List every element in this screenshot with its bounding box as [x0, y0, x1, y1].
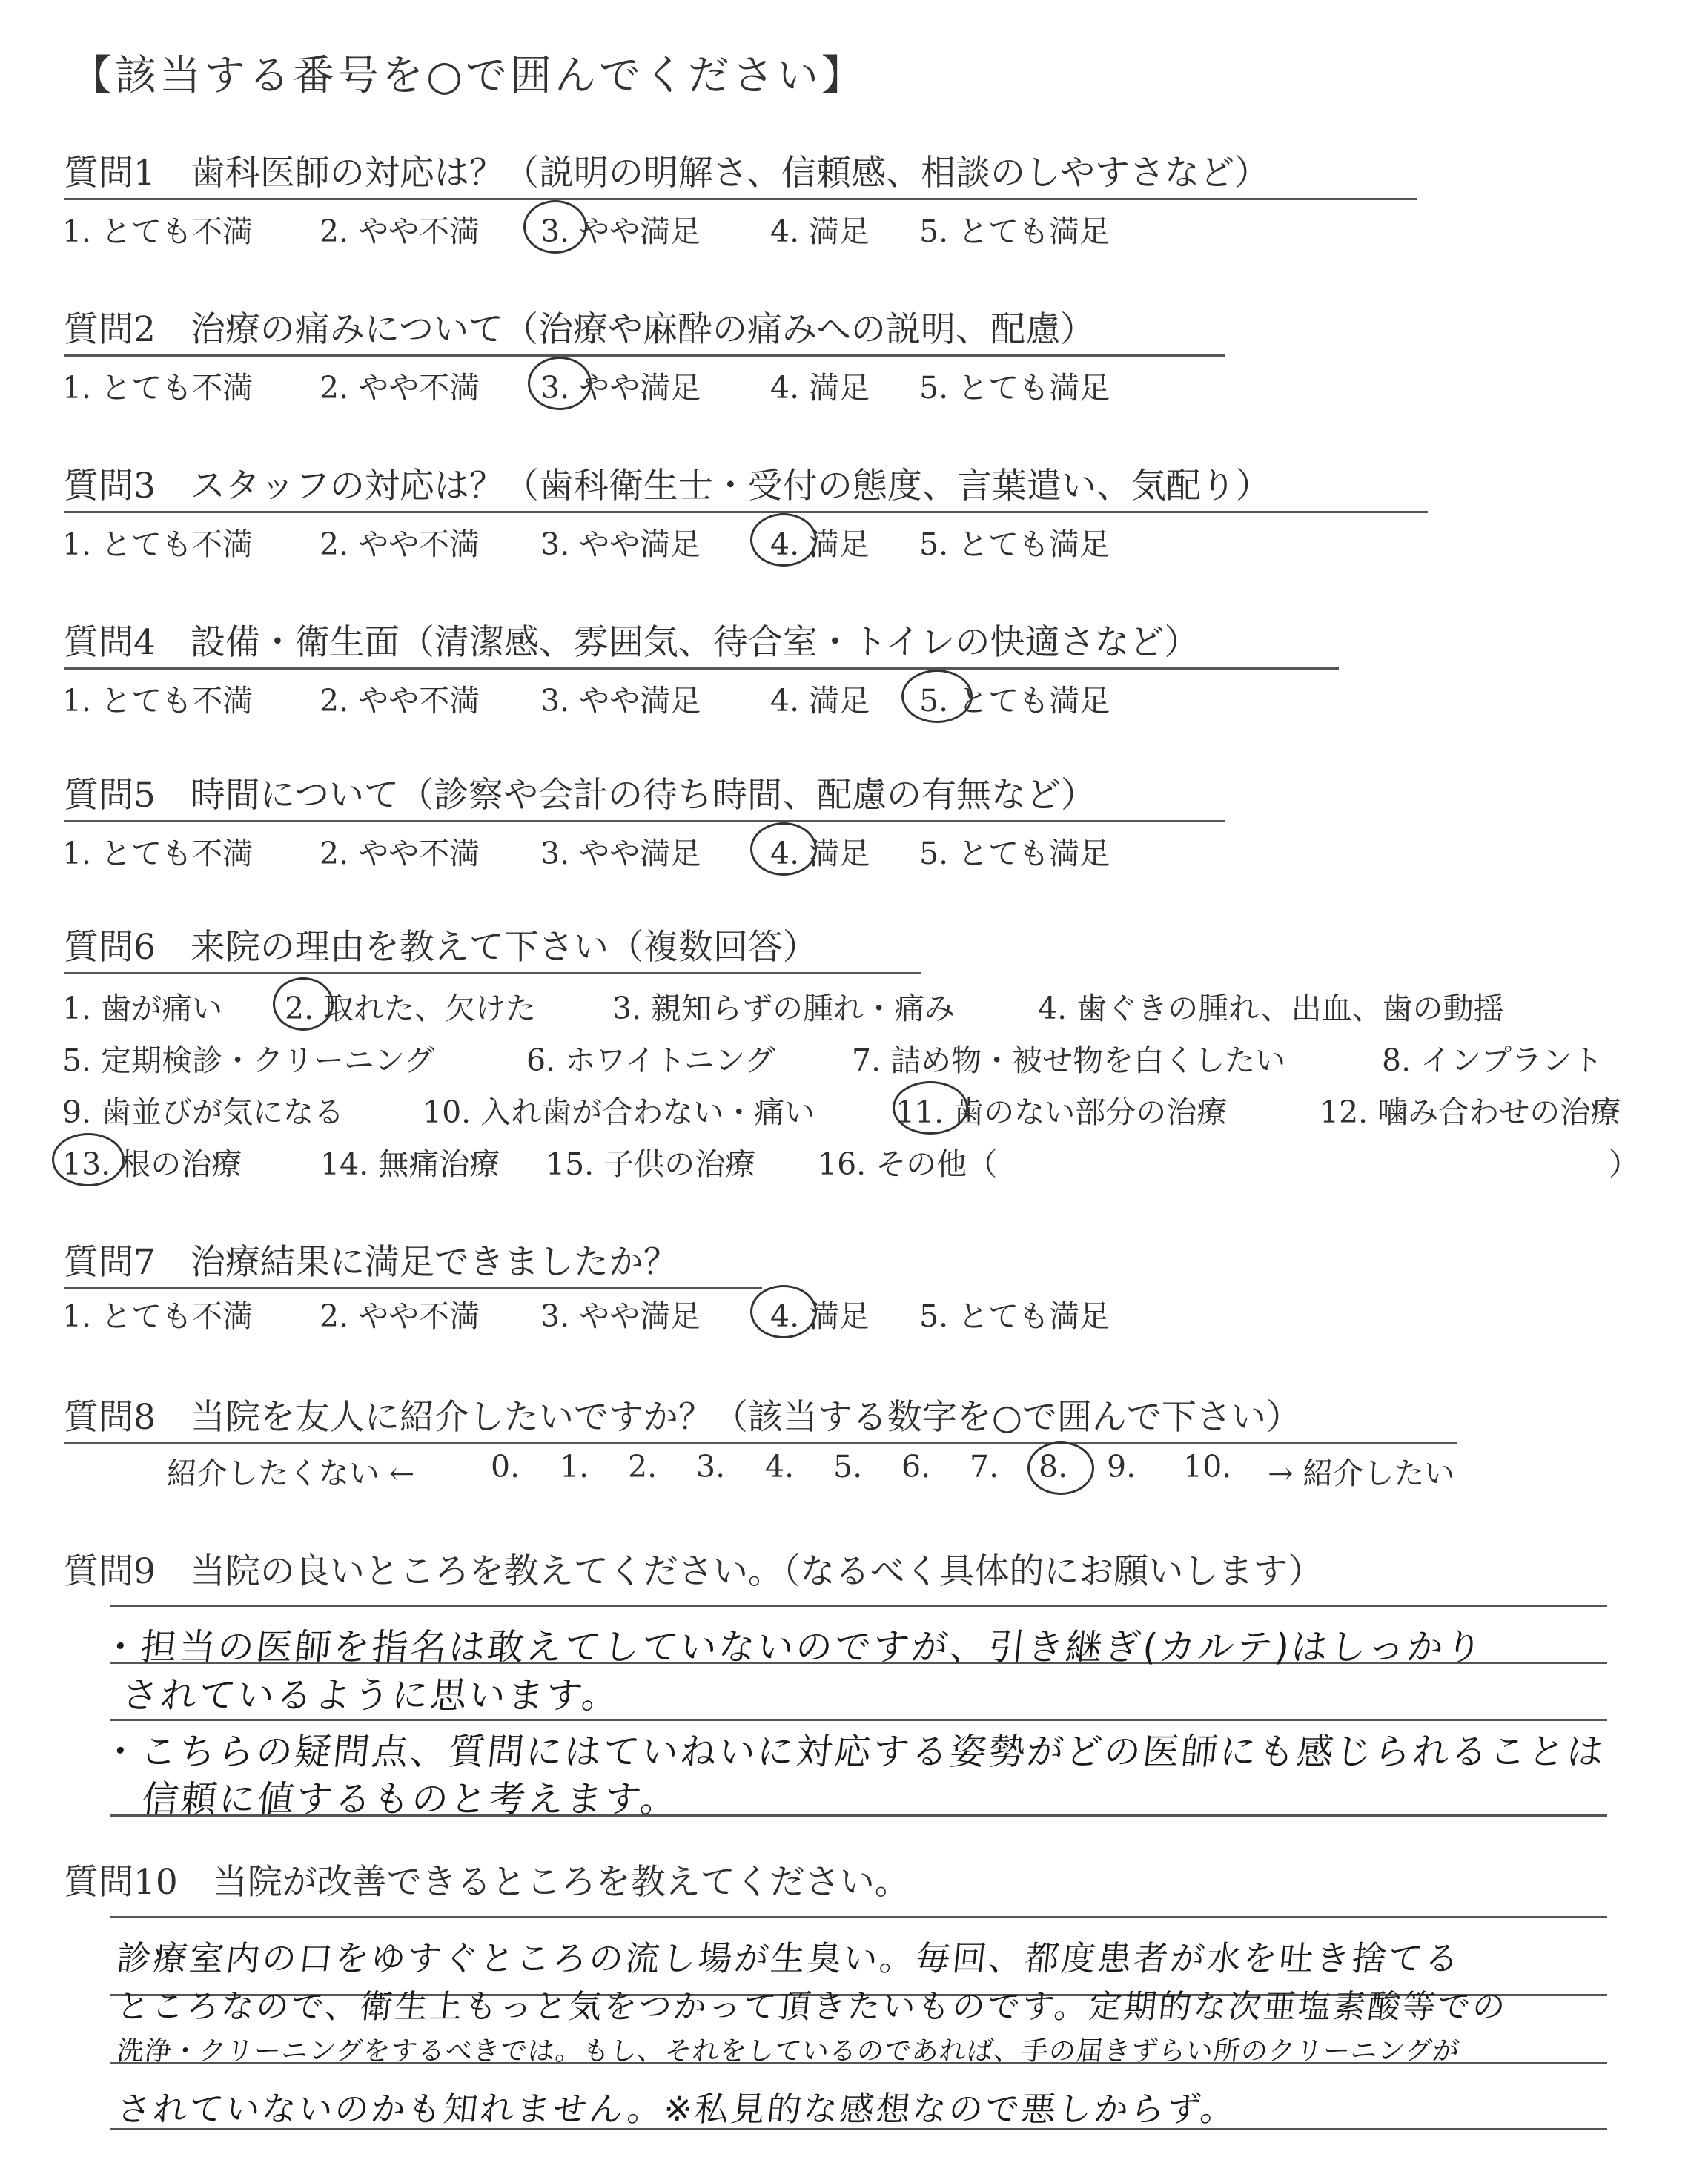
q8-scale-3[interactable]: 3. [696, 1449, 726, 1484]
q6-selection-circle-2 [273, 977, 334, 1031]
q6-selection-circle-11 [893, 1081, 968, 1135]
q4-selection-circle [901, 670, 973, 723]
q1-option-5[interactable]: 5. とても満足 [919, 214, 1110, 249]
q6-option-1[interactable]: 1. 歯が痛い [62, 991, 223, 1026]
q8-scale-5[interactable]: 5. [833, 1449, 863, 1484]
question-2-title: 質問2 治療の痛みについて（治療や麻酔の痛みへの説明、配慮） [64, 302, 1225, 357]
question-1-title: 質問1 歯科医師の対応は？（説明の明解さ、信頼感、相談のしやすさなど） [64, 145, 1417, 200]
q2-option-5[interactable]: 5. とても満足 [919, 370, 1110, 406]
q1-option-1[interactable]: 1. とても不満 [62, 214, 254, 249]
q4-option-1[interactable]: 1. とても不満 [62, 683, 254, 719]
q6-option-11[interactable]: 11. 歯のない部分の治療 [896, 1094, 1228, 1130]
q6-option-10[interactable]: 10. 入れ歯が合わない・痛い [423, 1094, 815, 1130]
q4-option-5[interactable]: 5. とても満足 [919, 683, 1110, 719]
q7-selection-circle [750, 1285, 817, 1338]
q6-other-close-paren: ） [1609, 1146, 1639, 1182]
q6-option-2[interactable]: 2. 取れた、欠けた [285, 991, 537, 1026]
q8-selection-circle [1027, 1441, 1094, 1495]
q2-option-3[interactable]: 3. やや満足 [540, 370, 701, 406]
q6-option-7[interactable]: 7. 詰め物・被せ物を白くしたい [852, 1043, 1286, 1078]
q8-scale-1[interactable]: 1. [560, 1449, 589, 1484]
q6-option-9[interactable]: 9. 歯並びが気になる [62, 1094, 345, 1130]
q8-scale-10[interactable]: 10. [1183, 1449, 1232, 1484]
q6-option-16[interactable]: 16. その他（ [818, 1146, 998, 1182]
q5-option-5[interactable]: 5. とても満足 [919, 836, 1110, 871]
q7-option-1[interactable]: 1. とても不満 [62, 1298, 254, 1334]
q8-scale-0[interactable]: 0. [491, 1449, 520, 1484]
q5-option-2[interactable]: 2. やや不満 [320, 836, 480, 871]
q8-scale-7[interactable]: 7. [970, 1449, 999, 1484]
question-3-title: 質問3 スタッフの対応は？（歯科衛生士・受付の態度、言葉遣い、気配り） [64, 458, 1428, 513]
question-6-title: 質問6 来院の理由を教えて下さい（複数回答） [64, 919, 921, 974]
q1-option-4[interactable]: 4. 満足 [770, 214, 870, 249]
q1-selection-circle [523, 200, 587, 254]
q9-answer-text-4: 信頼に値するものと考えます。 [139, 1778, 681, 1820]
q3-option-2[interactable]: 2. やや不満 [320, 526, 480, 562]
q6-option-15[interactable]: 15. 子供の治療 [546, 1146, 756, 1182]
question-4-title: 質問4 設備・衛生面（清潔感、雰囲気、待合室・トイレの快適さなど） [64, 615, 1339, 670]
q10-answer-line-1 [110, 1916, 1607, 1918]
q8-scale-8[interactable]: 8. [1039, 1449, 1068, 1484]
q1-option-3[interactable]: 3. やや満足 [540, 214, 701, 249]
q3-selection-circle [750, 513, 817, 567]
q3-option-5[interactable]: 5. とても満足 [919, 526, 1110, 562]
q10-answer-text-2: ところなので、衛生上もっと気をつかって頂きたいものです。定期的な次亜塩素酸等での [114, 1988, 1509, 2026]
q10-answer-text-3: 洗浄・クリーニングをするべきでは。もし、それをしているのであれば、手の届きずらい所のクリーニングが [115, 2036, 1462, 2067]
q5-option-4[interactable]: 4. 満足 [770, 836, 870, 871]
q4-option-2[interactable]: 2. やや不満 [320, 683, 480, 719]
q7-option-2[interactable]: 2. やや不満 [320, 1298, 480, 1334]
q7-option-5[interactable]: 5. とても満足 [919, 1298, 1110, 1334]
q6-option-14[interactable]: 14. 無痛治療 [320, 1146, 500, 1182]
q9-answer-text-3: ・こちらの疑問点、質問にはていねいに対応する姿勢がどの医師にも感じられることは [99, 1731, 1608, 1773]
q10-answer-text-1: 診療室内の口をゆすぐところの流し場が生臭い。毎回、都度患者が水を吐き捨てる [114, 1938, 1463, 1978]
q10-answer-text-4: されていないのかも知れません。※私見的な感想なので悪しからず。 [114, 2089, 1239, 2129]
question-8-title: 質問8 当院を友人に紹介したいですか？（該当する数字を○で囲んで下さい） [64, 1390, 1457, 1444]
q6-option-4[interactable]: 4. 歯ぐきの腫れ、出血、歯の動揺 [1038, 991, 1504, 1026]
q3-option-4[interactable]: 4. 満足 [770, 526, 870, 562]
question-10-title: 質問10 当院が改善できるところを教えてください。 [64, 1862, 910, 1903]
question-9-title: 質問9 当院の良いところを教えてください。（なるべく具体的にお願いします） [64, 1551, 1323, 1592]
q7-option-3[interactable]: 3. やや満足 [540, 1298, 701, 1334]
question-7-title: 質問7 治療結果に満足できましたか？ [64, 1235, 762, 1289]
q2-option-1[interactable]: 1. とても不満 [62, 370, 254, 406]
q7-option-4[interactable]: 4. 満足 [770, 1298, 870, 1334]
q5-option-3[interactable]: 3. やや満足 [540, 836, 701, 871]
q3-option-1[interactable]: 1. とても不満 [62, 526, 254, 562]
q6-selection-circle-13 [52, 1133, 125, 1186]
q3-option-3[interactable]: 3. やや満足 [540, 526, 701, 562]
q6-option-13[interactable]: 13. 根の治療 [62, 1146, 242, 1182]
q8-right-label: → 紹介したい [1268, 1456, 1455, 1491]
q8-scale-4[interactable]: 4. [765, 1449, 795, 1484]
q6-option-6[interactable]: 6. ホワイトニング [526, 1043, 775, 1078]
q1-option-2[interactable]: 2. やや不満 [320, 214, 480, 249]
page-heading: 【該当する番号を○で囲んでください】 [70, 52, 866, 100]
q8-scale-2[interactable]: 2. [628, 1449, 658, 1484]
q8-left-label: 紹介したくない ← [167, 1456, 415, 1491]
q9-answer-line-1 [110, 1605, 1607, 1607]
q8-scale-6[interactable]: 6. [901, 1449, 931, 1484]
q8-scale-9[interactable]: 9. [1107, 1449, 1136, 1484]
q6-option-5[interactable]: 5. 定期検診・クリーニング [62, 1043, 435, 1078]
question-5-title: 質問5 時間について（診察や会計の待ち時間、配慮の有無など） [64, 767, 1225, 822]
q5-selection-circle [750, 822, 817, 876]
q4-option-4[interactable]: 4. 満足 [770, 683, 870, 719]
q2-option-2[interactable]: 2. やや不満 [320, 370, 480, 406]
q4-option-3[interactable]: 3. やや満足 [540, 683, 701, 719]
q6-option-8[interactable]: 8. インプラント [1382, 1043, 1603, 1078]
q6-option-12[interactable]: 12. 噛み合わせの治療 [1320, 1094, 1621, 1130]
q5-option-1[interactable]: 1. とても不満 [62, 836, 254, 871]
q2-option-4[interactable]: 4. 満足 [770, 370, 870, 406]
q9-answer-line-3 [110, 1719, 1607, 1721]
q2-selection-circle [528, 357, 592, 410]
q9-answer-text-1: ・担当の医師を指名は敢えてしていないのですが、引き継ぎ(カルテ)はしっかり [99, 1626, 1486, 1668]
q6-option-3[interactable]: 3. 親知らずの腫れ・痛み [612, 991, 956, 1026]
q9-answer-text-2: されているように思います。 [119, 1674, 623, 1717]
